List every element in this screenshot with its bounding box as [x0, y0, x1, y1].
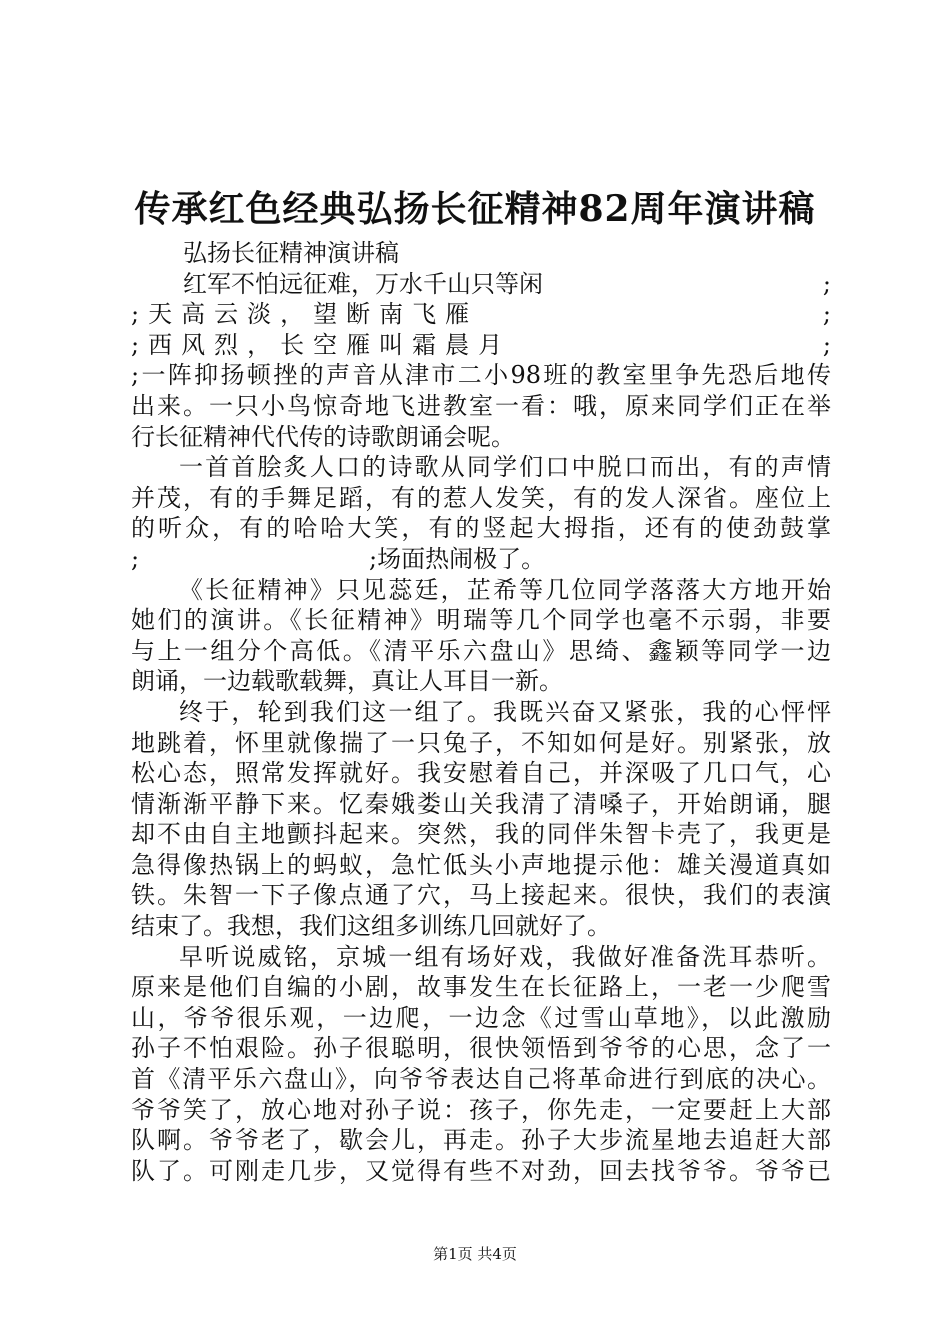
- text-line: 队了。可刚走几步，又觉得有些不对劲，回去找爷爷。爷爷已: [131, 1156, 831, 1185]
- text-segment: ;: [131, 544, 140, 573]
- text-line: 朗诵，一边载歌载舞，真让人耳目一新。: [131, 667, 563, 696]
- text-line: 松心态，照常发挥就好。我安慰着自己，并深吸了几口气，心: [131, 759, 831, 788]
- document-body: [131, 238, 831, 1186]
- text-line: 急得像热锅上的蚂蚁，急忙低头小声地提示他：雄关漫道真如: [131, 850, 831, 879]
- document-title: 传承红色经典弘扬长征精神82周年演讲稿: [134, 188, 816, 230]
- text-line: [131, 330, 831, 361]
- text-line: 地跳着，怀里就像揣了一只兔子，不知如何是好。别紧张，放: [131, 728, 831, 757]
- text-segment: 红军不怕远征难，万水千山只等闲: [183, 269, 543, 298]
- text-line: 《长征精神》只见蕊廷，芷希等几位同学落落大方地开始: [179, 575, 831, 604]
- text-segment: ;: [822, 330, 831, 359]
- text-line: 终于，轮到我们这一组了。我既兴奋又紧张，我的心怦怦: [179, 697, 831, 726]
- text-line: [131, 544, 831, 575]
- text-line: 孙子不怕艰险。孙子很聪明，很快领悟到爷爷的心思，念了一: [131, 1034, 831, 1063]
- text-line: 弘扬长征精神演讲稿: [183, 239, 399, 267]
- text-line: 早听说威铭，京城一组有场好戏，我做好准备洗耳恭听。: [179, 942, 831, 971]
- text-line: 情渐渐平静下来。忆秦娥娄山关我清了清嗓子，开始朗诵，腿: [131, 789, 831, 818]
- text-line: [131, 299, 831, 330]
- text-line: 却不由自主地颤抖起来。突然，我的同伴朱智卡壳了，我更是: [131, 820, 831, 849]
- text-line: 首《清平乐六盘山》，向爷爷表达自己将革命进行到底的决心。: [131, 1065, 831, 1094]
- text-line: ;一阵抑扬顿挫的声音从津市二小98班的教室里争先恐后地传: [131, 361, 831, 390]
- text-line: 山，爷爷很乐观，一边爬，一边念《过雪山草地》，以此激励: [131, 1003, 831, 1032]
- text-line: 一首首脍炙人口的诗歌从同学们口中脱口而出，有的声情: [179, 453, 831, 482]
- text-line: 行长征精神代代传的诗歌朗诵会呢。: [131, 422, 515, 451]
- text-line: 原来是他们自编的小剧，故事发生在长征路上，一老一少爬雪: [131, 973, 831, 1002]
- text-line: 结束了。我想，我们这组多训练几回就好了。: [131, 912, 611, 941]
- text-line: 她们的演讲。《长征精神》明瑞等几个同学也毫不示弱，非要: [131, 606, 831, 635]
- text-line: 爷爷笑了，放心地对孙子说：孩子，你先走，一定要赶上大部: [131, 1095, 831, 1124]
- text-line: 铁。朱智一下子像点通了穴，马上接起来。很快，我们的表演: [131, 881, 831, 910]
- text-segment: ;西风烈，长空雁叫霜晨月: [131, 330, 512, 359]
- text-line: 并茂，有的手舞足蹈，有的惹人发笑，有的发人深省。座位上: [131, 483, 831, 512]
- text-segment: ;: [822, 269, 831, 298]
- text-line: 的听众，有的哈哈大笑，有的竖起大拇指，还有的使劲鼓掌: [131, 514, 831, 543]
- text-line: 与上一组分个高低。《清平乐六盘山》思绮、鑫颖等同学一边: [131, 636, 831, 665]
- page-footer: 第1页 共4页: [433, 1245, 517, 1263]
- text-segment: ;: [822, 300, 831, 329]
- text-segment: ;场面热闹极了。: [369, 544, 546, 573]
- text-line: 出来。一只小鸟惊奇地飞进教室一看：哦，原来同学们正在举: [131, 391, 831, 420]
- text-segment: ;天高云淡，望断南飞雁: [131, 300, 479, 329]
- text-line: [131, 269, 831, 300]
- text-line: 队啊。爷爷老了，歇会儿，再走。孙子大步流星地去追赶大部: [131, 1126, 831, 1155]
